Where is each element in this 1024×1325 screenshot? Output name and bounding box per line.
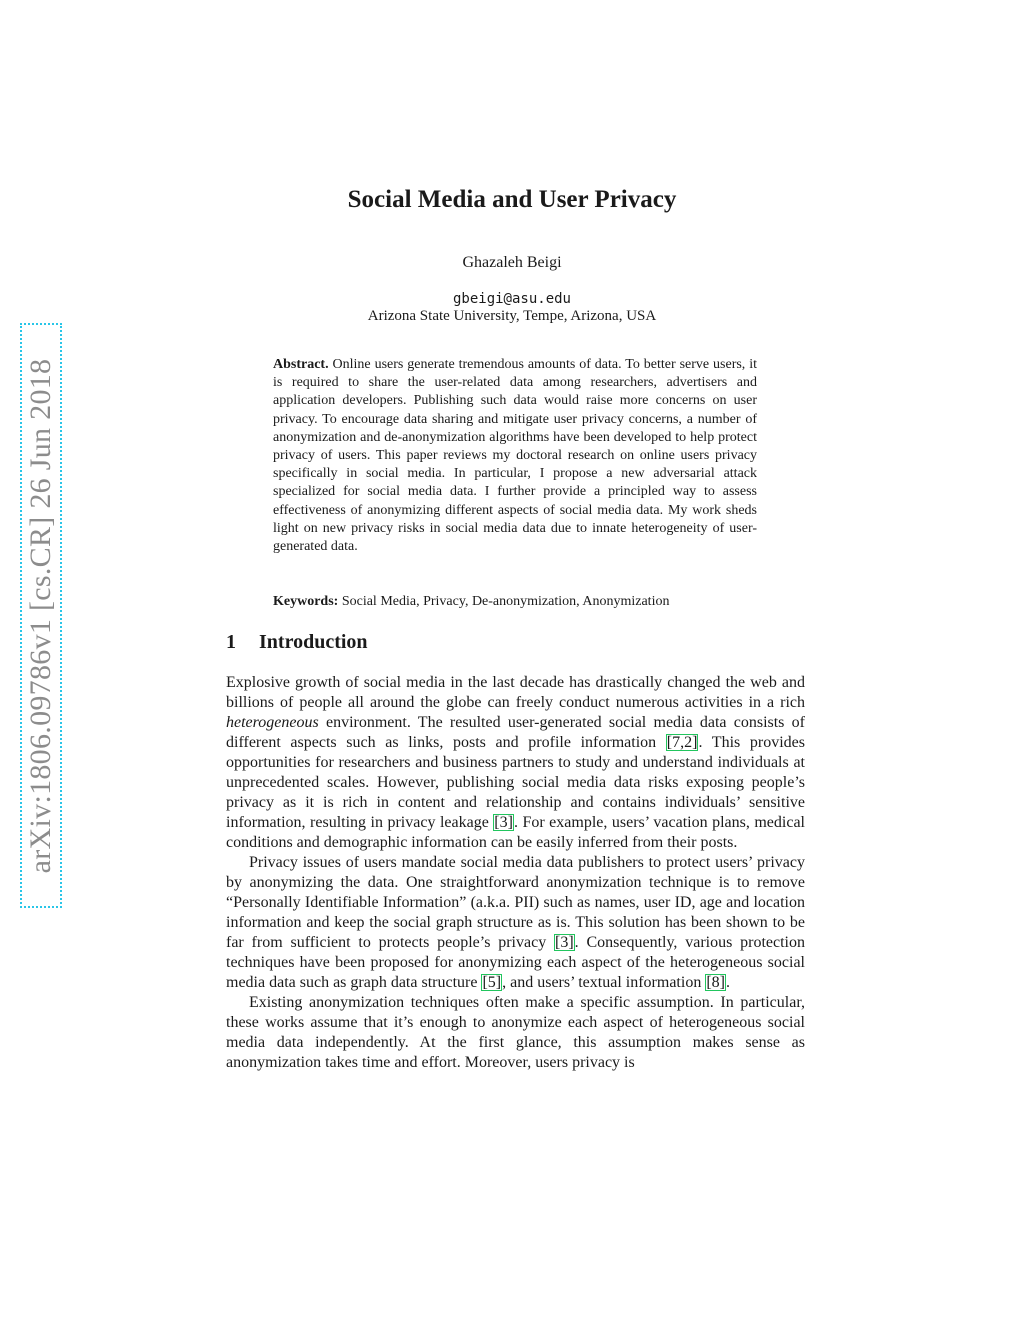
section-number: 1 bbox=[226, 631, 236, 653]
paragraph-2 bbox=[226, 853, 805, 993]
citation-link[interactable]: [5] bbox=[482, 974, 502, 991]
emphasis: heterogeneous bbox=[226, 714, 319, 731]
section-heading bbox=[226, 631, 368, 654]
paper-title: Social Media and User Privacy bbox=[347, 186, 677, 213]
abstract bbox=[273, 356, 757, 556]
text-run: . For example, users’ vacation plans, medical conditions and demographic information can be easily inferred from their posts. bbox=[226, 814, 805, 851]
text-run: Privacy issues of users mandate social media data publishers to protect users’ privacy by anonymizing the data. One straightforward anonymization technique is to remove “Personally Identifiable Information” (a.k.a. PII) such as names, user ID, age and location information and keep the social graph structure as is. This solution has been shown to be far from sufficient to protects people’s privacy bbox=[226, 854, 805, 951]
citation-link[interactable]: [3] bbox=[494, 814, 513, 831]
abstract-label: Abstract. bbox=[273, 357, 329, 372]
section-body bbox=[226, 673, 805, 1073]
section-title: Introduction bbox=[259, 631, 368, 653]
citation-link[interactable]: [7,2] bbox=[666, 734, 698, 751]
keywords bbox=[273, 594, 757, 610]
citation-link[interactable]: [3] bbox=[555, 934, 574, 951]
paragraph-1 bbox=[226, 673, 805, 853]
keywords-label: Keywords: bbox=[273, 594, 339, 609]
author-name: Ghazaleh Beigi bbox=[462, 254, 562, 271]
text-run: . This provides opportunities for researchers and business partners to study and understand individuals at unprecedented scales. However, publishing social media data risks exposing people’s privacy as it is rich in content and relationship and contains individuals’ sensitive information, resulting in privacy leakage bbox=[226, 734, 806, 831]
text-run: , and users’ textual information bbox=[502, 974, 706, 991]
text-run: Explosive growth of social media in the last decade has drastically changed the web and billions of people all around the globe can freely conduct numerous activities in a rich bbox=[226, 674, 805, 711]
text-run: . bbox=[725, 974, 730, 991]
citation-link[interactable]: [8] bbox=[706, 974, 725, 991]
paragraph-3: Existing anonymization techniques often make a specific assumption. In particular, these works assume that it’s enough to anonymize each aspect of heterogeneous social media data independently. At the first glance, this assumption makes sense as anonymization takes time and effort. Moreover, users privacy is bbox=[226, 994, 805, 1071]
text-run: . Consequently, various protection techniques have been proposed for anonymizing each aspect of the heterogeneous social media data such as graph data structure bbox=[226, 934, 806, 991]
arxiv-stamp bbox=[20, 323, 62, 908]
arxiv-identifier: arXiv:1806.09786v1 [cs.CR] 26 Jun 2018 bbox=[24, 358, 57, 873]
author-affiliation: Arizona State University, Tempe, Arizona, USA bbox=[367, 308, 657, 324]
author-email: gbeigi@asu.edu bbox=[452, 291, 571, 307]
text-run: environment. The resulted user-generated social media data consists of different aspects such as links, posts and profile information bbox=[226, 714, 805, 751]
keywords-text: Social Media, Privacy, De-anonymization, Anonymization bbox=[341, 594, 670, 609]
abstract-text: Online users generate tremendous amounts of data. To better serve users, it is required to share the user-related data among researchers, advertisers and application developers. Publishing such data would raise more concerns on user privacy. To encourage data sharing and mitigate user privacy concerns, a number of anonymization and de-anonymization algorithms have been developed to help protect privacy of users. This paper reviews my doctoral research on online users privacy specifically in social media. In particular, I propose a new adversarial attack specialized for social media data. I further provide a principled way to assess effectiveness of anonymizing different aspects of social media data. My work sheds light on new privacy risks in social media data due to innate heterogeneity of user-generated data. bbox=[273, 357, 758, 555]
